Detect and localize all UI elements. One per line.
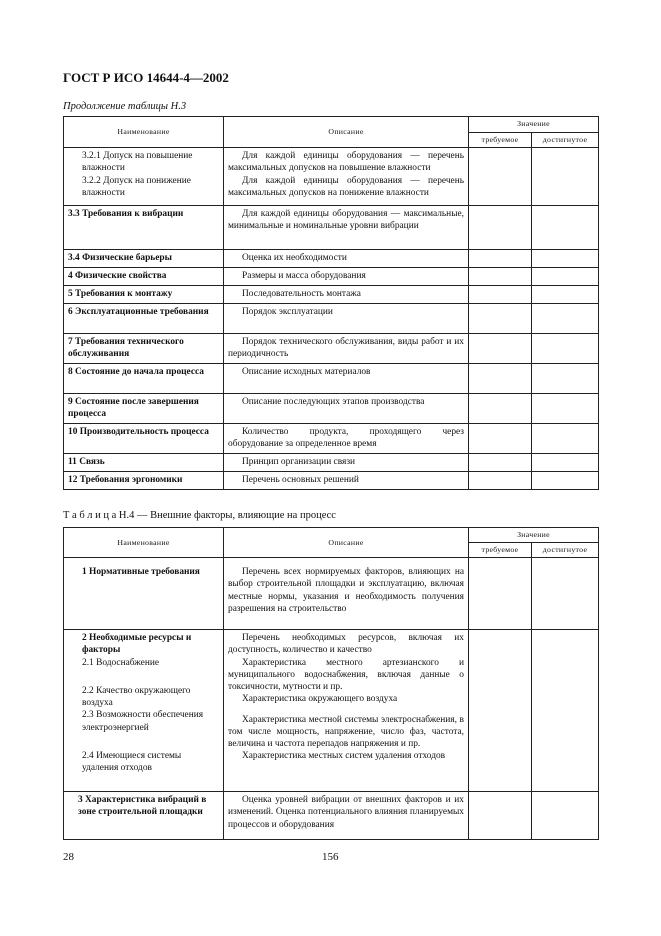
sub-row-description: Характеристика местного артезианского и муниципального водоснабжения, включая данные о токсичности, мутности и пр. — [228, 657, 464, 693]
value-required-cell — [469, 334, 532, 364]
value-achieved-cell — [532, 148, 599, 206]
sub-row-name: 2.2 Качество окружающего воздуха — [82, 685, 191, 709]
value-achieved-cell — [532, 304, 599, 334]
col-header-value: Значение — [469, 528, 599, 543]
table-row — [64, 286, 599, 304]
row-description: Для каждой единицы оборудования — перечень максимальных допусков на понижение влажности — [228, 175, 464, 198]
row-description: Последовательность монтажа — [242, 289, 361, 300]
value-required-cell — [469, 364, 532, 394]
value-achieved-cell — [532, 364, 599, 394]
value-required-cell — [469, 472, 532, 490]
row-description: Оценка их необходимости — [242, 253, 347, 264]
row-description: Описание исходных материалов — [242, 367, 371, 378]
table-row — [64, 792, 599, 840]
document-header: ГОСТ Р ИСО 14644-4—2002 — [63, 70, 229, 85]
col-header-achieved: достигнутое — [532, 543, 599, 558]
value-achieved-cell — [532, 334, 599, 364]
page-number-left: 28 — [63, 851, 74, 863]
row-description: Принцип организации связи — [242, 457, 356, 468]
row-description: Перечень всех нормируемых факторов, влияющих на выбор строительной площадки и эксплуатацию, включая местные нормы, указания и необходимость получения разрешения на строительство — [228, 567, 464, 614]
table-row — [64, 364, 599, 394]
value-required-cell — [469, 630, 532, 792]
col-header-description: Описание — [224, 528, 469, 558]
value-achieved-cell — [532, 630, 599, 792]
sub-row-name: 2.3 Возможности обеспечения электроэнергией — [82, 710, 204, 733]
table-row — [64, 250, 599, 268]
table-h4 — [63, 527, 599, 840]
table-row — [64, 268, 599, 286]
table-row — [64, 394, 599, 424]
row-name: 2 Необходимые ресурсы и факторы — [82, 633, 192, 656]
row-description: Перечень основных решений — [242, 475, 359, 486]
row-name: 3 Характеристика вибраций в зоне строительной площадки — [64, 792, 224, 840]
row-description: Количество продукта, проходящего через оборудование за определенное время — [228, 427, 464, 450]
row-description: Порядок эксплуатации — [242, 307, 333, 318]
table2-caption: Т а б л и ц а Н.4 — Внешние факторы, влияющие на процесс — [63, 510, 336, 521]
value-required-cell — [469, 454, 532, 472]
table-row — [64, 206, 599, 250]
value-required-cell — [469, 250, 532, 268]
row-name: 5 Требования к монтажу — [64, 286, 224, 304]
row-description: Оценка уровней вибрации от внешних факторов и их изменений. Оценка потенциального влияния планируемых процессов и оборудования — [228, 795, 464, 830]
value-achieved-cell — [532, 250, 599, 268]
row-name: 10 Производительность процесса — [64, 424, 224, 454]
value-achieved-cell — [532, 206, 599, 250]
col-header-value: Значение — [469, 117, 599, 133]
value-achieved-cell — [532, 454, 599, 472]
table-row — [64, 304, 599, 334]
row-name: 8 Состояние до начала процесса — [64, 364, 224, 394]
row-name: 4 Физические свойства — [64, 268, 224, 286]
row-name: 3.4 Физические барьеры — [64, 250, 224, 268]
value-achieved-cell — [532, 472, 599, 490]
page-number-center: 156 — [322, 851, 339, 863]
table-row — [64, 424, 599, 454]
row-description: Порядок технического обслуживания, виды работ и их периодичность — [228, 337, 464, 360]
table-row — [64, 334, 599, 364]
value-achieved-cell — [532, 394, 599, 424]
table-row — [64, 472, 599, 490]
table-row — [64, 558, 599, 630]
col-header-description: Описание — [224, 117, 469, 148]
value-achieved-cell — [532, 286, 599, 304]
value-achieved-cell — [532, 424, 599, 454]
sub-row-name: 2.4 Имеющиеся системы удаления отходов — [82, 750, 182, 773]
row-name: 6 Эксплуатационные требования — [64, 304, 224, 334]
row-name: 12 Требования эргономики — [64, 472, 224, 490]
value-required-cell — [469, 304, 532, 334]
row-description: Размеры и масса оборудования — [242, 271, 366, 282]
table-h3-continued — [63, 116, 599, 490]
row-name: 3.2.1 Допуск на повышение влажности — [82, 151, 193, 174]
row-name: 1 Нормативные требования — [64, 558, 224, 630]
col-header-name: Наименование — [64, 528, 224, 558]
value-required-cell — [469, 148, 532, 206]
row-description: Для каждой единицы оборудования — максимальные, минимальные и номинальные уровни вибрации — [228, 209, 464, 232]
row-description: Для каждой единицы оборудования — перечень максимальных допусков на повышение влажности — [228, 151, 464, 174]
sub-row-name: 2.1 Водоснабжение — [82, 657, 160, 668]
value-required-cell — [469, 558, 532, 630]
col-header-required: требуемое — [469, 133, 532, 148]
row-name: 3.2.2 Допуск на понижение влажности — [82, 175, 191, 198]
value-achieved-cell — [532, 268, 599, 286]
sub-row-description: Характеристика окружающего воздуха — [242, 694, 398, 705]
row-name: 9 Состояние после завершения процесса — [64, 394, 224, 424]
col-header-name: Наименование — [64, 117, 224, 148]
value-achieved-cell — [532, 792, 599, 840]
sub-row-description: Характеристика местных систем удаления отходов — [242, 751, 446, 762]
row-name: 7 Требования технического обслуживания — [64, 334, 224, 364]
table-row — [64, 630, 599, 792]
col-header-achieved: достигнутое — [532, 133, 599, 148]
value-required-cell — [469, 394, 532, 424]
table-row — [64, 148, 599, 206]
value-required-cell — [469, 424, 532, 454]
row-name: 11 Связь — [64, 454, 224, 472]
row-name: 3.3 Требования к вибрации — [64, 206, 224, 250]
value-required-cell — [469, 792, 532, 840]
table-row — [64, 454, 599, 472]
value-achieved-cell — [532, 558, 599, 630]
value-required-cell — [469, 206, 532, 250]
table1-caption: Продолжение таблицы Н.3 — [63, 101, 187, 112]
sub-row-description: Характеристика местной системы электроснабжения, в том числе мощность, напряжение, число фаз, частота, величина и частота перепадов напряжения и пр. — [228, 714, 464, 749]
col-header-required: требуемое — [469, 543, 532, 558]
value-required-cell — [469, 286, 532, 304]
value-required-cell — [469, 268, 532, 286]
row-description: Перечень необходимых ресурсов, включая их доступность, количество и качество — [228, 633, 464, 656]
row-description: Описание последующих этапов производства — [242, 397, 425, 408]
